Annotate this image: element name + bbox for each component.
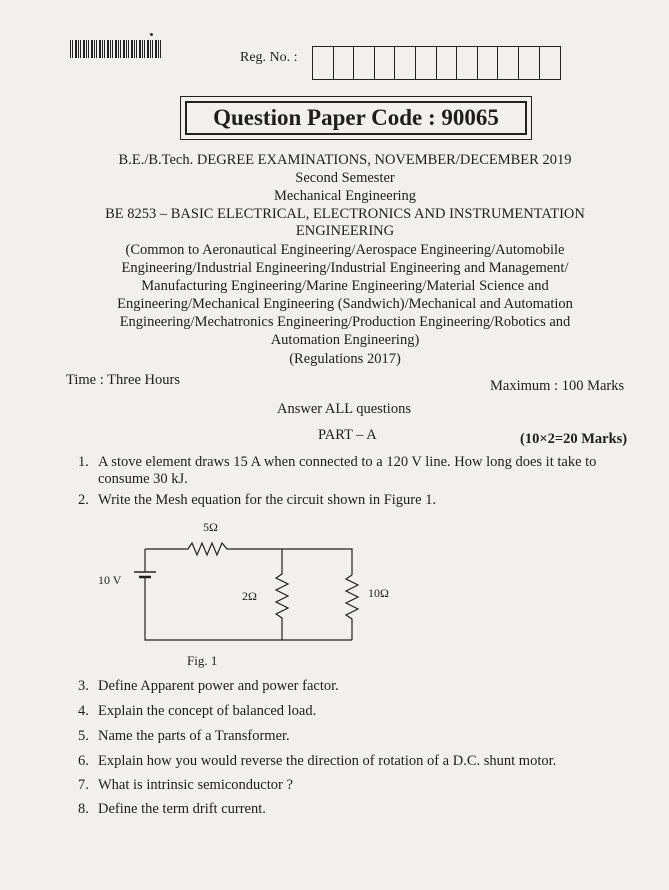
figure-caption: Fig. 1 <box>187 653 218 668</box>
question-item <box>78 678 618 695</box>
question-text: Name the parts of a Transformer. <box>98 728 290 744</box>
department: Mechanical Engineering <box>273 188 417 204</box>
common-line-5: Engineering/Mechatronics Engineering/Production Engineering/Robotics and <box>119 314 571 330</box>
question-text: A stove element draws 15 A when connected to a 120 V line. How long does it take to consume 30 kJ. <box>98 454 597 487</box>
question-item <box>78 801 618 818</box>
question-number: 3. <box>78 678 89 694</box>
question-text: Define the term drift current. <box>98 801 266 817</box>
question-item <box>78 454 618 488</box>
max-marks: Maximum : 100 Marks <box>490 378 625 394</box>
question-number: 5. <box>78 728 89 744</box>
barcode <box>70 40 162 58</box>
question-paper-code: Question Paper Code : 90065 <box>185 101 527 135</box>
question-number: 7. <box>78 777 89 793</box>
common-line-6: Automation Engineering) <box>270 332 420 348</box>
bottom-wire <box>145 577 352 640</box>
question-item <box>78 728 618 745</box>
semester: Second Semester <box>295 170 395 186</box>
resistor-10-ohm <box>346 575 358 640</box>
label-10-v: 10 V <box>98 573 122 587</box>
question-number: 4. <box>78 703 89 719</box>
question-item <box>78 753 618 770</box>
common-line-2: Engineering/Industrial Engineering/Industrial Engineering and Management/ <box>121 260 569 276</box>
reg-number-boxes[interactable] <box>312 46 561 80</box>
question-paper-code-box <box>180 96 532 140</box>
question-item <box>78 492 618 509</box>
question-number: 1. <box>78 454 89 470</box>
label-5-ohm: 5Ω <box>203 520 218 534</box>
speck <box>150 33 153 36</box>
common-line-3: Manufacturing Engineering/Marine Engineering/Material Science and <box>141 278 549 294</box>
common-line-1: (Common to Aeronautical Engineering/Aerospace Engineering/Automobile <box>125 242 565 258</box>
top-wire-with-resistor <box>145 543 352 575</box>
common-line-4: Engineering/Mechanical Engineering (Sandwich)/Mechanical and Automation <box>117 296 573 312</box>
question-item <box>78 777 618 794</box>
subject-line-2: ENGINEERING <box>295 223 395 239</box>
question-number: 8. <box>78 801 89 817</box>
question-text: Define Apparent power and power factor. <box>98 678 339 694</box>
part-marks: (10×2=20 Marks) <box>520 431 628 447</box>
question-number: 2. <box>78 492 89 508</box>
part-heading: PART – A <box>318 427 377 443</box>
label-2-ohm: 2Ω <box>242 589 257 603</box>
regulations: (Regulations 2017) <box>289 351 401 367</box>
subject-line-1: BE 8253 – BASIC ELECTRICAL, ELECTRONICS AND INSTRUMENTATION <box>105 206 585 222</box>
reg-label: Reg. No. : <box>240 50 298 65</box>
resistor-2-ohm <box>276 549 288 640</box>
question-text: Explain how you would reverse the direction of rotation of a D.C. shunt motor. <box>98 753 557 769</box>
circuit-figure <box>90 512 390 672</box>
question-text: Explain the concept of balanced load. <box>98 703 317 719</box>
question-item <box>78 703 618 720</box>
label-10-ohm: 10Ω <box>368 586 389 600</box>
time-label: Time : Three Hours <box>66 372 180 388</box>
exam-title: B.E./B.Tech. DEGREE EXAMINATIONS, NOVEMBER/DECEMBER 2019 <box>118 152 572 168</box>
instruction: Answer ALL questions <box>277 401 411 417</box>
question-number: 6. <box>78 753 89 769</box>
question-text: What is intrinsic semiconductor ? <box>98 777 293 793</box>
question-text: Write the Mesh equation for the circuit shown in Figure 1. <box>98 492 437 508</box>
